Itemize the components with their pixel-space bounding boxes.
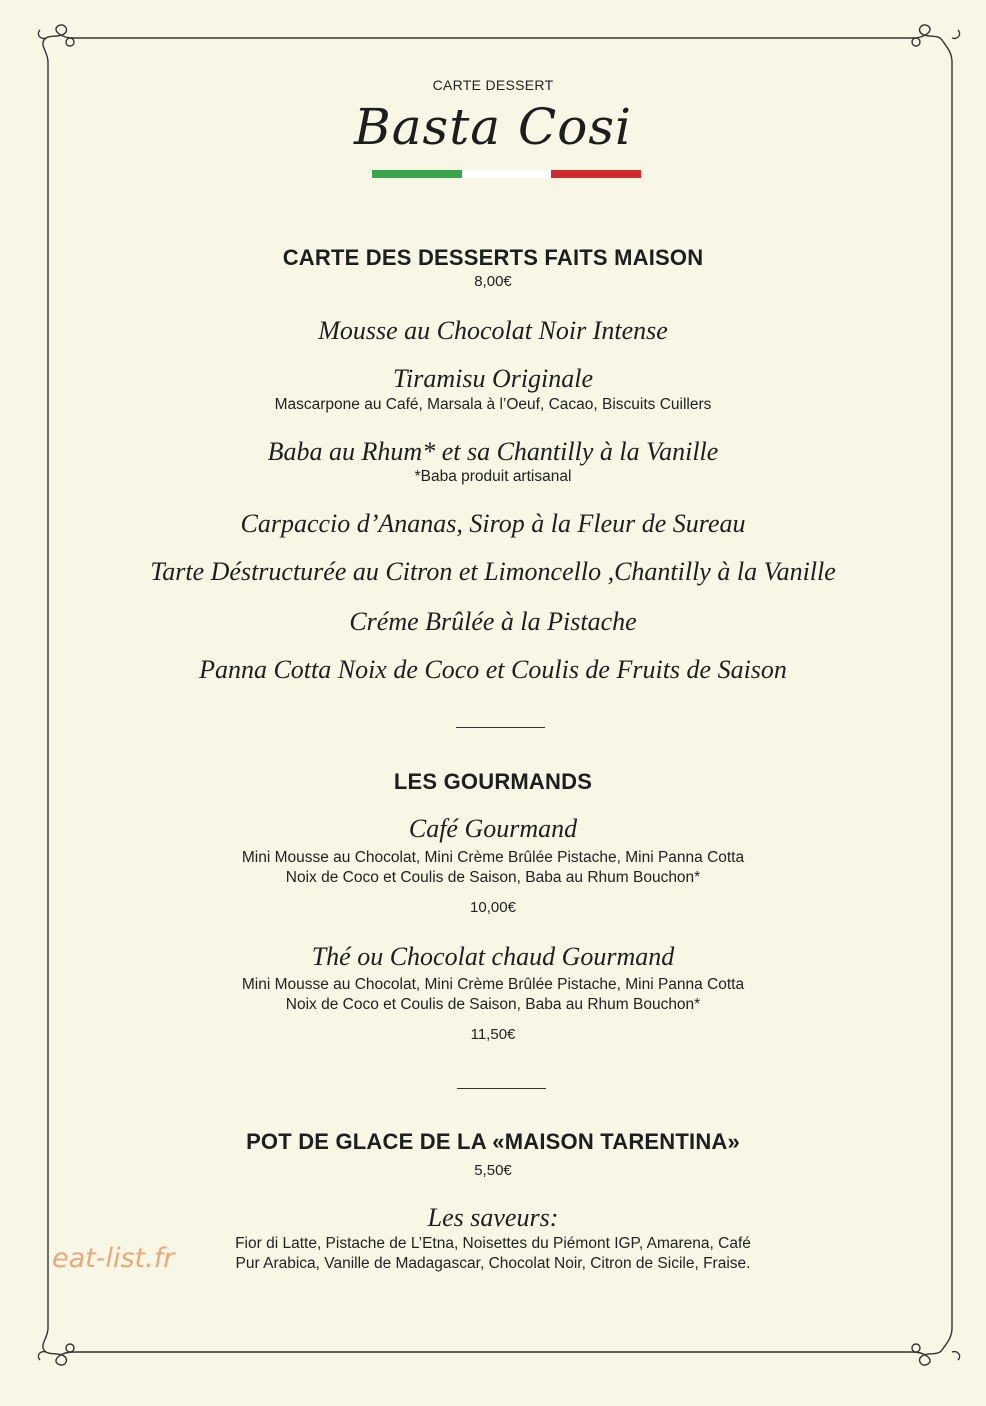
dish-description: Noix de Coco et Coulis de Saison, Baba au Rhum Bouchon* (285, 869, 701, 886)
dish-name: Baba au Rhum* et sa Chantilly à la Vanille (267, 437, 719, 466)
section-title-glace: POT DE GLACE DE LA «MAISON TARENTINA» (246, 1129, 740, 1154)
section-divider (456, 727, 545, 728)
section-title-gourmands: LES GOURMANDS (393, 769, 593, 794)
dish-description: Mini Mousse au Chocolat, Mini Crème Brûlée Pistache, Mini Panna Cotta (241, 849, 745, 866)
dish-name: Mousse au Chocolat Noir Intense (318, 316, 668, 345)
dish-name: Tarte Déstructurée au Citron et Limoncello ,Chantilly à la Vanille (150, 557, 836, 586)
flavours-list: Pur Arabica, Vanille de Madagascar, Chocolat Noir, Citron de Sicile, Fraise. (235, 1255, 751, 1272)
dish-name: Créme Brûlée à la Pistache (349, 607, 637, 636)
dish-price: 11,50€ (470, 1026, 516, 1043)
flavours-label: Les saveurs: (427, 1203, 559, 1232)
dish-description: Mascarpone au Café, Marsala à l’Oeuf, Cacao, Biscuits Cuillers (274, 396, 712, 413)
section-divider (457, 1088, 546, 1089)
dish-footnote: *Baba produit artisanal (414, 468, 572, 485)
flag-white-stripe (462, 170, 551, 178)
dish-name: Panna Cotta Noix de Coco et Coulis de Fruits de Saison (199, 655, 787, 684)
dish-name: Carpaccio d’Ananas, Sirop à la Fleur de Sureau (240, 509, 746, 538)
dish-description: Mini Mousse au Chocolat, Mini Crème Brûlée Pistache, Mini Panna Cotta (241, 976, 745, 993)
dish-name: Thé ou Chocolat chaud Gourmand (311, 942, 675, 971)
dish-description: Noix de Coco et Coulis de Saison, Baba au Rhum Bouchon* (285, 996, 701, 1013)
section-title-desserts: CARTE DES DESSERTS FAITS MAISON (282, 245, 704, 270)
flag-green-stripe (372, 170, 462, 178)
corner-flourish-top-left (38, 25, 74, 62)
corner-flourish-top-right (912, 25, 960, 62)
flag-red-stripe (551, 170, 641, 178)
menu-subtitle: CARTE DESSERT (432, 77, 554, 93)
corner-flourish-bottom-left (38, 1328, 74, 1365)
flavours-list: Fior di Latte, Pistache de L’Etna, Noisettes du Piémont IGP, Amarena, Café (235, 1235, 751, 1252)
section-price-glace: 5,50€ (474, 1162, 512, 1179)
dish-name: Tiramisu Originale (392, 364, 594, 393)
dish-name: Café Gourmand (408, 814, 578, 843)
watermark-text: eat-list.fr (52, 1243, 175, 1274)
corner-flourish-bottom-right (912, 1328, 960, 1365)
section-price-desserts: 8,00€ (474, 273, 512, 290)
dish-price: 10,00€ (470, 899, 516, 916)
restaurant-name: Basta Cosi (353, 98, 633, 156)
